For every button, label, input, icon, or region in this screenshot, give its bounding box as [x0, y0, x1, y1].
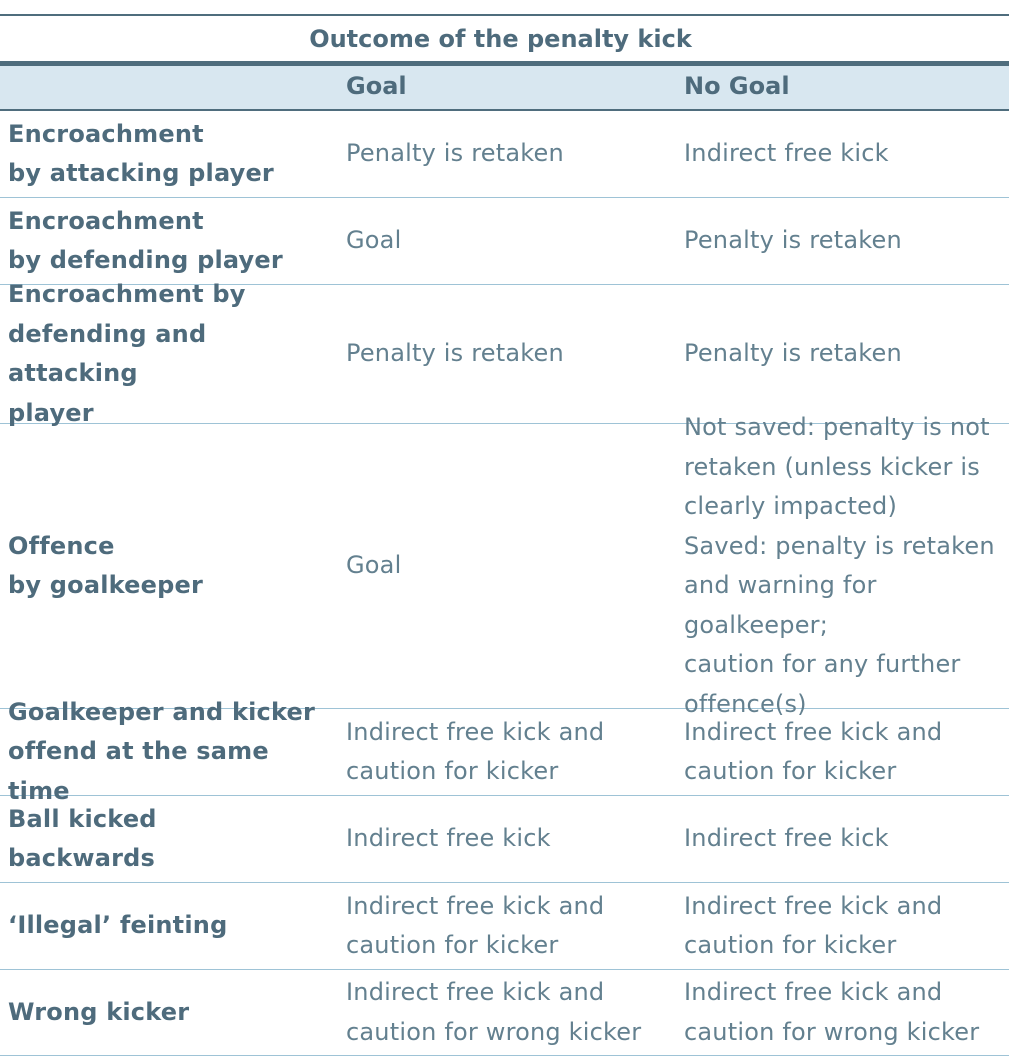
column-header-no-goal: No Goal [684, 72, 790, 100]
table-row [0, 883, 1009, 970]
cell-no-goal: Indirect free kick [684, 139, 889, 168]
cell-no-goal: Indirect free kick and caution for kicker [684, 891, 943, 959]
table-row [0, 198, 1009, 285]
table-row [0, 111, 1009, 198]
cell-goal: Indirect free kick and caution for kicker [346, 717, 605, 785]
cell-goal: Goal [346, 551, 402, 580]
row-situation: Encroachment by attacking player [8, 119, 274, 187]
cell-goal: Indirect free kick and caution for kicker [346, 891, 605, 959]
penalty-outcome-table [0, 14, 1009, 1056]
row-situation: Wrong kicker [8, 997, 190, 1026]
cell-goal: Indirect free kick [346, 824, 551, 853]
table-row [0, 796, 1009, 883]
table-caption: Outcome of the penalty kick [309, 24, 692, 53]
cell-goal: Goal [346, 226, 402, 255]
cell-no-goal: Not saved: penalty is not retaken (unless kicker is clearly impacted) Saved: penalty is retaken and warning for goalkeeper; caution for any further offence(s) [684, 413, 995, 718]
cell-goal: Penalty is retaken [346, 339, 564, 368]
table-caption-row [0, 16, 1009, 61]
row-situation: Encroachment by defending and attacking player [8, 280, 246, 427]
cell-no-goal: Indirect free kick and caution for wrong kicker [684, 978, 980, 1046]
table-row [0, 413, 1009, 718]
cell-no-goal: Indirect free kick [684, 824, 889, 853]
row-situation: Encroachment by defending player [8, 206, 283, 274]
row-situation: Goalkeeper and kicker offend at the same time [8, 697, 315, 805]
table-row [0, 697, 1009, 805]
table-header-row [0, 66, 1009, 111]
table-row [0, 280, 1009, 427]
row-situation: Offence by goalkeeper [8, 531, 204, 599]
row-situation: Ball kicked backwards [8, 804, 157, 872]
cell-goal: Indirect free kick and caution for wrong kicker [346, 978, 642, 1046]
row-situation: ‘Illegal’ feinting [8, 911, 228, 940]
table-row [0, 970, 1009, 1056]
cell-no-goal: Indirect free kick and caution for kicker [684, 717, 943, 785]
cell-goal: Penalty is retaken [346, 139, 564, 168]
cell-no-goal: Penalty is retaken [684, 339, 902, 368]
column-header-goal: Goal [346, 72, 407, 100]
cell-no-goal: Penalty is retaken [684, 226, 902, 255]
